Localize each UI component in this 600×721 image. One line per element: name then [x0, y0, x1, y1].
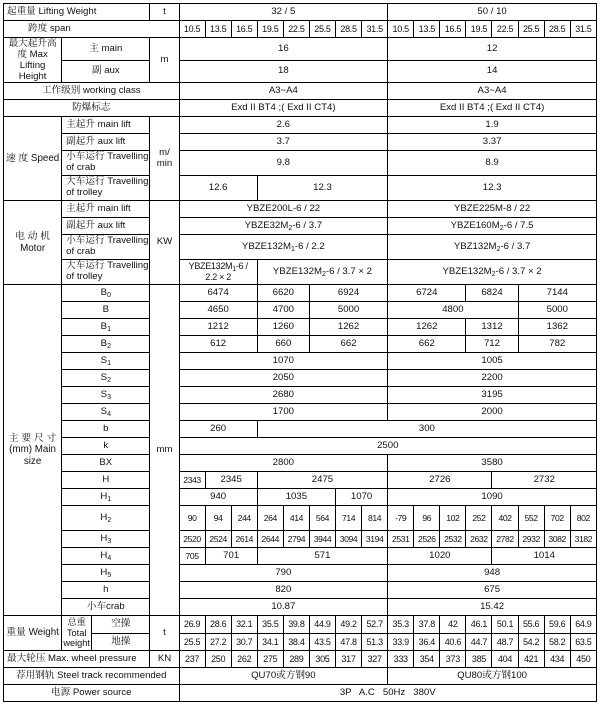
- cell: 260: [179, 421, 257, 438]
- cell: 702: [544, 506, 570, 531]
- cell: 19.5: [466, 21, 492, 38]
- working-class-label: 工作级别 working class: [4, 83, 180, 100]
- cell: 47.8: [336, 633, 362, 651]
- cell: 44.7: [466, 633, 492, 651]
- cell: 58.2: [544, 633, 570, 651]
- dim-label: BX: [62, 455, 150, 472]
- dim-row-S1: [4, 353, 597, 370]
- cell: 3094: [336, 531, 362, 548]
- cell: 10.5: [388, 21, 414, 38]
- cell: 31.5: [570, 21, 596, 38]
- cell: 701: [205, 548, 257, 565]
- cell: 44.9: [309, 616, 335, 634]
- cell: 52.7: [362, 616, 388, 634]
- cell: 2531: [388, 531, 414, 548]
- cell: 48.7: [492, 633, 518, 651]
- dim-row-H3: [4, 531, 597, 548]
- cell: 237: [179, 651, 205, 668]
- cell: 814: [362, 506, 388, 531]
- dim-row-B0: [4, 285, 597, 302]
- cell: 19.5: [257, 21, 283, 38]
- cell: YBZE200L-6 / 22: [179, 201, 388, 218]
- cell: 10.87: [179, 599, 388, 616]
- cell: 26.9: [179, 616, 205, 634]
- speed-trolley-row: [4, 176, 597, 201]
- span-label: 跨度 span: [4, 21, 180, 38]
- cell: 30.7: [231, 633, 257, 651]
- dim-label: $B_2$: [62, 336, 150, 353]
- cell: 252: [466, 506, 492, 531]
- cell: 54.2: [518, 633, 544, 651]
- cell: Exd II BT4 ;( Exd II CT4): [179, 100, 388, 117]
- speed-aux-lift-row: [4, 134, 597, 151]
- empty-mode-label: 空操: [92, 616, 149, 634]
- lifting-weight-unit: t: [150, 4, 179, 21]
- cell: 28.5: [544, 21, 570, 38]
- cell: 6724: [388, 285, 466, 302]
- cell: 12: [388, 38, 597, 61]
- speed-aux-lift-label: 副起升 aux lift: [62, 134, 150, 151]
- cell: 275: [257, 651, 283, 668]
- cell: 2932: [518, 531, 544, 548]
- cell: 289: [283, 651, 309, 668]
- ground-mode-label: 地操: [111, 635, 131, 647]
- dim-row-B2: [4, 336, 597, 353]
- cell: A3~A4: [388, 83, 597, 100]
- dim-label: $S_1$: [62, 353, 150, 370]
- wheel-pressure-unit: KN: [150, 651, 179, 668]
- cell: 1070: [336, 489, 388, 506]
- cell: 4700: [257, 302, 309, 319]
- cell: 25.5: [179, 633, 205, 651]
- cell: 450: [570, 651, 596, 668]
- dim-row-BX: [4, 455, 597, 472]
- cell: 36.4: [414, 633, 440, 651]
- cell: 2532: [440, 531, 466, 548]
- motor-trolley-label: 大车运行 Travelling of trolley: [62, 260, 150, 285]
- cell: 43.5: [309, 633, 335, 651]
- dim-label: $B_1$: [62, 319, 150, 336]
- cell: 2644: [257, 531, 283, 548]
- cell: 571: [257, 548, 387, 565]
- motor-model-cell: $YBZE132M_2-6 / 3.7 \times 2$: [388, 260, 597, 285]
- lifting-height-unit: m: [150, 38, 179, 83]
- cell: 712: [466, 336, 518, 353]
- motor-main-lift-row: [4, 201, 597, 218]
- cell: 50.1: [492, 616, 518, 634]
- cell: 15.42: [388, 599, 597, 616]
- cell: 1262: [388, 319, 466, 336]
- lifting-height-aux-label: 副 aux: [62, 60, 150, 83]
- cell: 2782: [492, 531, 518, 548]
- cell: 12.3: [257, 176, 387, 201]
- working-class-row: [4, 83, 597, 100]
- speed-crab-label: 小车运行 Travelling of crab: [62, 151, 150, 176]
- cell: 675: [388, 582, 597, 599]
- cell: 8.9: [388, 151, 597, 176]
- cell: 660: [257, 336, 309, 353]
- cell: 1020: [388, 548, 492, 565]
- cell: 16: [179, 38, 388, 61]
- explosion-mark-label: 防爆标志: [4, 100, 180, 117]
- cell: 354: [414, 651, 440, 668]
- speed-group-label: 速 度 Speed: [4, 117, 62, 201]
- motor-model-cell: $YBZ132M_2-6 / 3.7$: [388, 235, 597, 260]
- cell: 7144: [518, 285, 596, 302]
- cell: 3182: [570, 531, 596, 548]
- cell: 55.6: [518, 616, 544, 634]
- cell: 10.5: [179, 21, 205, 38]
- speed-main-lift-label: 主起升 main lift: [62, 117, 150, 134]
- cell: 6474: [179, 285, 257, 302]
- speed-unit: m/ min: [150, 117, 179, 201]
- cell: 90: [179, 506, 205, 531]
- lifting-weight-label: 起重量 Lifting Weight: [4, 4, 150, 21]
- cell: 102: [440, 506, 466, 531]
- cell: 705: [179, 548, 205, 565]
- cell: 940: [179, 489, 257, 506]
- motor-aux-lift-row: [4, 218, 597, 235]
- cell: 3.37: [388, 134, 597, 151]
- cell: 6620: [257, 285, 309, 302]
- dim-label: $H_2$: [62, 506, 150, 531]
- cell: 28.6: [205, 616, 231, 634]
- motor-aux-lift-label: 副起升 aux lift: [62, 218, 150, 235]
- cell: 6924: [309, 285, 387, 302]
- cell: 2345: [205, 472, 257, 489]
- cell: 5000: [309, 302, 387, 319]
- cell: 25.5: [518, 21, 544, 38]
- motor-main-lift-label: 主起升 main lift: [62, 201, 150, 218]
- cell: 6824: [466, 285, 518, 302]
- cell: 33.9: [388, 633, 414, 651]
- cell: 31.5: [362, 21, 388, 38]
- dim-label: $S_2$: [62, 370, 150, 387]
- cell: 37.8: [414, 616, 440, 634]
- cell: 333: [388, 651, 414, 668]
- cell: 2800: [179, 455, 388, 472]
- dim-row-S4: [4, 404, 597, 421]
- cell: 1312: [466, 319, 518, 336]
- cell: 9.8: [179, 151, 388, 176]
- cell: 1090: [388, 489, 597, 506]
- span-row: [4, 21, 597, 38]
- cell: 662: [309, 336, 387, 353]
- speed-trolley-label: 大车运行 Travelling of trolley: [62, 176, 150, 201]
- motor-crab-row: [4, 235, 597, 260]
- lifting-height-main-label: 主 main: [62, 38, 150, 61]
- dim-row-B1: [4, 319, 597, 336]
- motor-model-cell: $YBZE132M_1-6 / 2.2$: [179, 235, 388, 260]
- cell: 948: [388, 565, 597, 582]
- cell: 28.5: [336, 21, 362, 38]
- cell: 46.1: [466, 616, 492, 634]
- cell: 32.1: [231, 616, 257, 634]
- cell: 12.6: [179, 176, 257, 201]
- cell: 262: [231, 651, 257, 668]
- cell: 1035: [257, 489, 335, 506]
- dim-label: $B_0$: [62, 285, 150, 302]
- power-row: [4, 685, 597, 702]
- speed-crab-row: [4, 151, 597, 176]
- cell: 820: [179, 582, 388, 599]
- cell: 2343: [179, 472, 205, 489]
- dim-label: $H_1$: [62, 489, 150, 506]
- dim-row-S3: [4, 387, 597, 404]
- cell: 1700: [179, 404, 388, 421]
- cell: 385: [466, 651, 492, 668]
- cell: 802: [570, 506, 596, 531]
- cell: 3082: [544, 531, 570, 548]
- cell: 12.3: [388, 176, 597, 201]
- cell: 244: [231, 506, 257, 531]
- cell: 1260: [257, 319, 309, 336]
- cell: 300: [257, 421, 596, 438]
- cell: 96: [414, 506, 440, 531]
- dim-label: H: [62, 472, 150, 489]
- total-weight-label: 总重 Total weight: [62, 616, 92, 650]
- dim-label: $S_3$: [62, 387, 150, 404]
- cell: 414: [283, 506, 309, 531]
- motor-model-cell: $YBZE132M_1-6$ / 2.2 × 2: [179, 260, 257, 285]
- cell: 4650: [179, 302, 257, 319]
- total-weight-split: [62, 616, 149, 650]
- cell: 2200: [388, 370, 597, 387]
- cell: 2732: [492, 472, 597, 489]
- cell: 4800: [388, 302, 518, 319]
- cell: 13.5: [414, 21, 440, 38]
- cell: 552: [518, 506, 544, 531]
- cell: 16.5: [231, 21, 257, 38]
- dim-row-H2: [4, 506, 597, 531]
- speed-main-lift-row: [4, 117, 597, 134]
- cell: 373: [440, 651, 466, 668]
- cell: -79: [388, 506, 414, 531]
- cell: 2526: [414, 531, 440, 548]
- motor-crab-label: 小车运行 Travelling of crab: [62, 235, 150, 260]
- cell: Exd II BT4 ;( Exd II CT4): [388, 100, 597, 117]
- dim-row-H4: [4, 548, 597, 565]
- dim-label: k: [62, 438, 150, 455]
- cell: QU80或方钢100: [388, 668, 597, 685]
- group1-capacity: 32 / 5: [179, 4, 388, 21]
- cell: 5000: [518, 302, 596, 319]
- cell: 264: [257, 506, 283, 531]
- cell: 94: [205, 506, 231, 531]
- cell: 402: [492, 506, 518, 531]
- motor-group-label: 电 动 机 Motor: [4, 201, 62, 285]
- cell: 3194: [362, 531, 388, 548]
- cell: 327: [362, 651, 388, 668]
- dim-label: $H_4$: [62, 548, 150, 565]
- cell: 317: [336, 651, 362, 668]
- cell: 2614: [231, 531, 257, 548]
- cell: 2726: [388, 472, 492, 489]
- cell: 3580: [388, 455, 597, 472]
- lifting-height-main-row: [4, 38, 597, 61]
- motor-model-cell: $YBZE32M_2-6 / 3.7$: [179, 218, 388, 235]
- track-row: [4, 668, 597, 685]
- crab-weight-row: [4, 599, 597, 616]
- cell: 2524: [205, 531, 231, 548]
- cell: 22.5: [283, 21, 309, 38]
- dim-row-B: [4, 302, 597, 319]
- cell: 564: [309, 506, 335, 531]
- cell: QU70或方钢90: [179, 668, 388, 685]
- dim-label: $H_5$: [62, 565, 150, 582]
- cell: 25.5: [309, 21, 335, 38]
- cell: 63.5: [570, 633, 596, 651]
- dim-label: h: [62, 582, 150, 599]
- dim-label: $H_3$: [62, 531, 150, 548]
- cell: 1362: [518, 319, 596, 336]
- power-value: 3P A.C 50Hz 380V: [179, 685, 596, 702]
- dim-row-S2: [4, 370, 597, 387]
- dim-row-H1: [4, 489, 597, 506]
- cell: 1014: [492, 548, 597, 565]
- cell: 1262: [309, 319, 387, 336]
- cell: 35.3: [388, 616, 414, 634]
- cell: 1.9: [388, 117, 597, 134]
- cell: 612: [179, 336, 257, 353]
- dim-row-b: [4, 421, 597, 438]
- cell: 2632: [466, 531, 492, 548]
- track-label: 荐用钢轨 Steel track recommended: [4, 668, 180, 685]
- cell: 64.9: [570, 616, 596, 634]
- motor-unit: KW: [150, 201, 179, 285]
- cell: A3~A4: [179, 83, 388, 100]
- cell: 40.6: [440, 633, 466, 651]
- cell: 3195: [388, 387, 597, 404]
- cell: 3.7: [179, 134, 388, 151]
- cell: 790: [179, 565, 388, 582]
- cell: 18: [179, 60, 388, 83]
- dim-label: b: [62, 421, 150, 438]
- weight-unit: t: [150, 616, 179, 651]
- dim-row-k: [4, 438, 597, 455]
- cell: 2.6: [179, 117, 388, 134]
- lifting-height-aux-row: [4, 60, 597, 83]
- motor-model-cell: $YBZE160M_2-6 / 7.5$: [388, 218, 597, 235]
- cell: 434: [544, 651, 570, 668]
- total-weight-modes: [92, 616, 149, 650]
- dim-row-H5: [4, 565, 597, 582]
- cell: 49.2: [336, 616, 362, 634]
- cell: 3944: [309, 531, 335, 548]
- cell: 16.5: [440, 21, 466, 38]
- cell: 404: [492, 651, 518, 668]
- cell: 38.4: [283, 633, 309, 651]
- cell: 34.1: [257, 633, 283, 651]
- dim-row-h: [4, 582, 597, 599]
- cell: 1005: [388, 353, 597, 370]
- cell: 35.5: [257, 616, 283, 634]
- cell: 2000: [388, 404, 597, 421]
- total-weight-cell: [62, 616, 150, 651]
- cell: 305: [309, 651, 335, 668]
- group2-capacity: 50 / 10: [388, 4, 597, 21]
- cell: 250: [205, 651, 231, 668]
- cell: 1212: [179, 319, 257, 336]
- cell: 14: [388, 60, 597, 83]
- cell: 714: [336, 506, 362, 531]
- motor-model-cell: $YBZE132M_2-6 / 3.7 \times 2$: [257, 260, 387, 285]
- dims-unit: mm: [150, 285, 179, 616]
- cell: 2794: [283, 531, 309, 548]
- crane-spec-table: [3, 3, 597, 702]
- cell: 2500: [179, 438, 596, 455]
- weight-empty-row: [4, 616, 597, 634]
- lifting-height-label: 最大起升高度 Max Lifting Height: [4, 38, 62, 83]
- cell: YBZE225M-8 / 22: [388, 201, 597, 218]
- wheel-pressure-row: [4, 651, 597, 668]
- lifting-weight-row: [4, 4, 597, 21]
- power-label: 电源 Power source: [4, 685, 180, 702]
- crab-label: 小车crab: [62, 599, 150, 616]
- explosion-mark-row: [4, 100, 597, 117]
- cell: 2520: [179, 531, 205, 548]
- motor-trolley-row: [4, 260, 597, 285]
- weight-group-label: 重量 Weight: [4, 616, 62, 651]
- cell: 662: [388, 336, 466, 353]
- cell: 1070: [179, 353, 388, 370]
- cell: 2050: [179, 370, 388, 387]
- wheel-pressure-label: 最大轮压 Max. wheel pressure: [4, 651, 150, 668]
- cell: 13.5: [205, 21, 231, 38]
- cell: 782: [518, 336, 596, 353]
- dims-group-label: 主 要 尺 寸 (mm) Main size: [4, 285, 62, 616]
- dim-label: $S_4$: [62, 404, 150, 421]
- cell: 2475: [257, 472, 387, 489]
- cell: 39.8: [283, 616, 309, 634]
- dim-row-H: [4, 472, 597, 489]
- cell: 59.6: [544, 616, 570, 634]
- cell: 421: [518, 651, 544, 668]
- cell: 22.5: [492, 21, 518, 38]
- cell: 51.3: [362, 633, 388, 651]
- cell: 27.2: [205, 633, 231, 651]
- dim-label: B: [62, 302, 150, 319]
- cell: 42: [440, 616, 466, 634]
- cell: 2680: [179, 387, 388, 404]
